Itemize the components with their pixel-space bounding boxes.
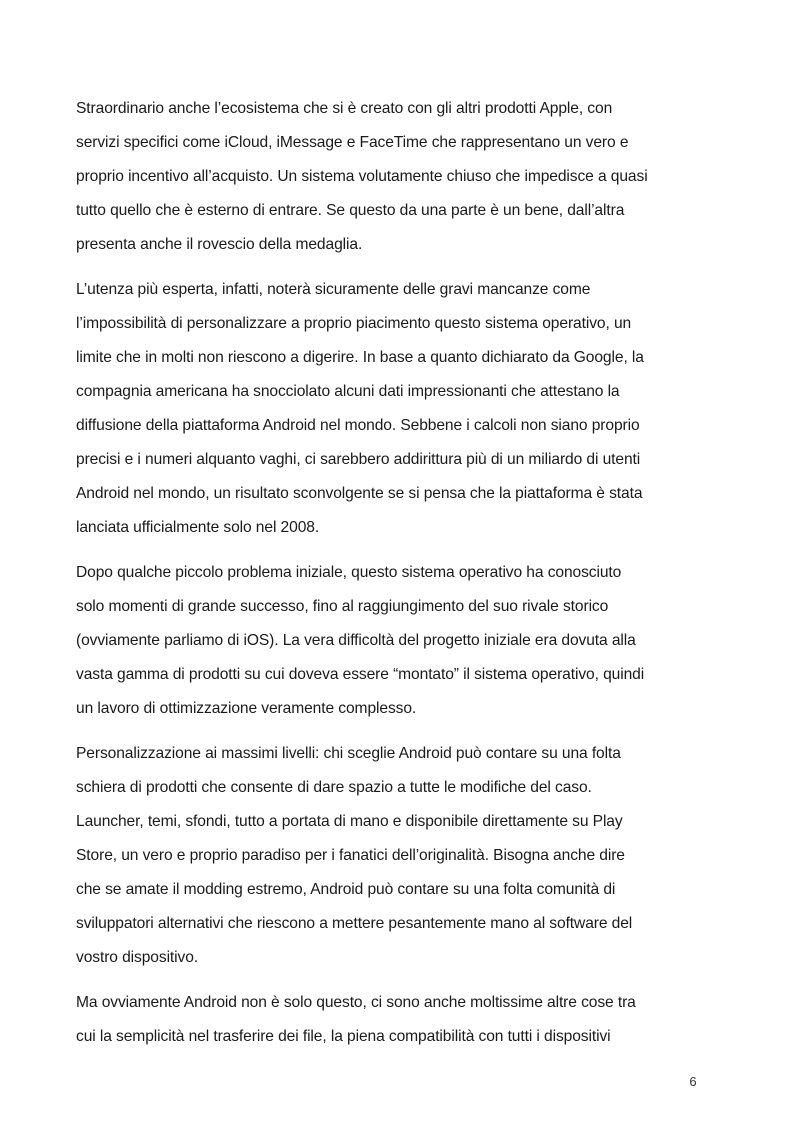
text-line: Store, un vero e proprio paradiso per i fanatici dell’originalità. Bisogna anche dire: [76, 847, 625, 864]
text-line: presenta anche il rovescio della medaglia.: [76, 236, 363, 253]
text-line: schiera di prodotti che consente di dare spazio a tutte le modifiche del caso.: [76, 779, 592, 796]
body-text: [76, 92, 716, 1065]
text-line: Straordinario anche l’ecosistema che si è creato con gli altri prodotti Apple, con: [76, 100, 613, 117]
text-line: Ma ovviamente Android non è solo questo, ci sono anche moltissime altre cose tra: [76, 994, 636, 1011]
text-line: (ovviamente parliamo di iOS). La vera difficoltà del progetto iniziale era dovuta alla: [76, 632, 636, 649]
paragraph-android-diffusion: [76, 273, 716, 545]
text-line: compagnia americana ha snocciolato alcuni dati impressionanti che attestano la: [76, 383, 620, 400]
text-line: L’utenza più esperta, infatti, noterà sicuramente delle gravi mancanze come: [76, 281, 591, 298]
text-line: proprio incentivo all’acquisto. Un sistema volutamente chiuso che impedisce a quasi: [76, 168, 648, 185]
paragraph-android-success: [76, 556, 716, 726]
text-line: vostro dispositivo.: [76, 949, 199, 966]
page-number: 6: [689, 1074, 697, 1089]
text-line: limite che in molti non riescono a digerire. In base a quanto dichiarato da Google, la: [76, 349, 644, 366]
text-line: precisi e i numeri alquanto vaghi, ci sarebbero addirittura più di un miliardo di utenti: [76, 451, 641, 468]
text-line: Android nel mondo, un risultato sconvolgente se si pensa che la piattaforma è stata: [76, 485, 643, 502]
text-line: sviluppatori alternativi che riescono a mettere pesantemente mano al software del: [76, 915, 633, 932]
text-line: solo momenti di grande successo, fino al raggiungimento del suo rivale storico: [76, 598, 609, 615]
text-line: servizi specifici come iCloud, iMessage e FaceTime che rappresentano un vero e: [76, 134, 629, 151]
text-line: vasta gamma di prodotti su cui doveva essere “montato” il sistema operativo, quindi: [76, 666, 645, 683]
text-line: Launcher, temi, sfondi, tutto a portata di mano e disponibile direttamente su Play: [76, 813, 623, 830]
text-line: cui la semplicità nel trasferire dei file, la piena compatibilità con tutti i dispositivi: [76, 1028, 611, 1045]
text-line: un lavoro di ottimizzazione veramente complesso.: [76, 700, 417, 717]
paragraph-personalization: [76, 737, 716, 975]
text-line: l’impossibilità di personalizzare a proprio piacimento questo sistema operativo, un: [76, 315, 632, 332]
text-line: diffusione della piattaforma Android nel mondo. Sebbene i calcoli non siano proprio: [76, 417, 640, 434]
text-line: lanciata ufficialmente solo nel 2008.: [76, 519, 320, 536]
text-line: che se amate il modding estremo, Android può contare su una folta comunità di: [76, 881, 616, 898]
paragraph-android-more: [76, 986, 716, 1054]
text-line: Personalizzazione ai massimi livelli: chi sceglie Android può contare su una folta: [76, 745, 621, 762]
text-line: Dopo qualche piccolo problema iniziale, questo sistema operativo ha conosciuto: [76, 564, 622, 581]
text-line: tutto quello che è esterno di entrare. Se questo da una parte è un bene, dall’altra: [76, 202, 625, 219]
paragraph-apple-ecosystem: [76, 92, 716, 262]
